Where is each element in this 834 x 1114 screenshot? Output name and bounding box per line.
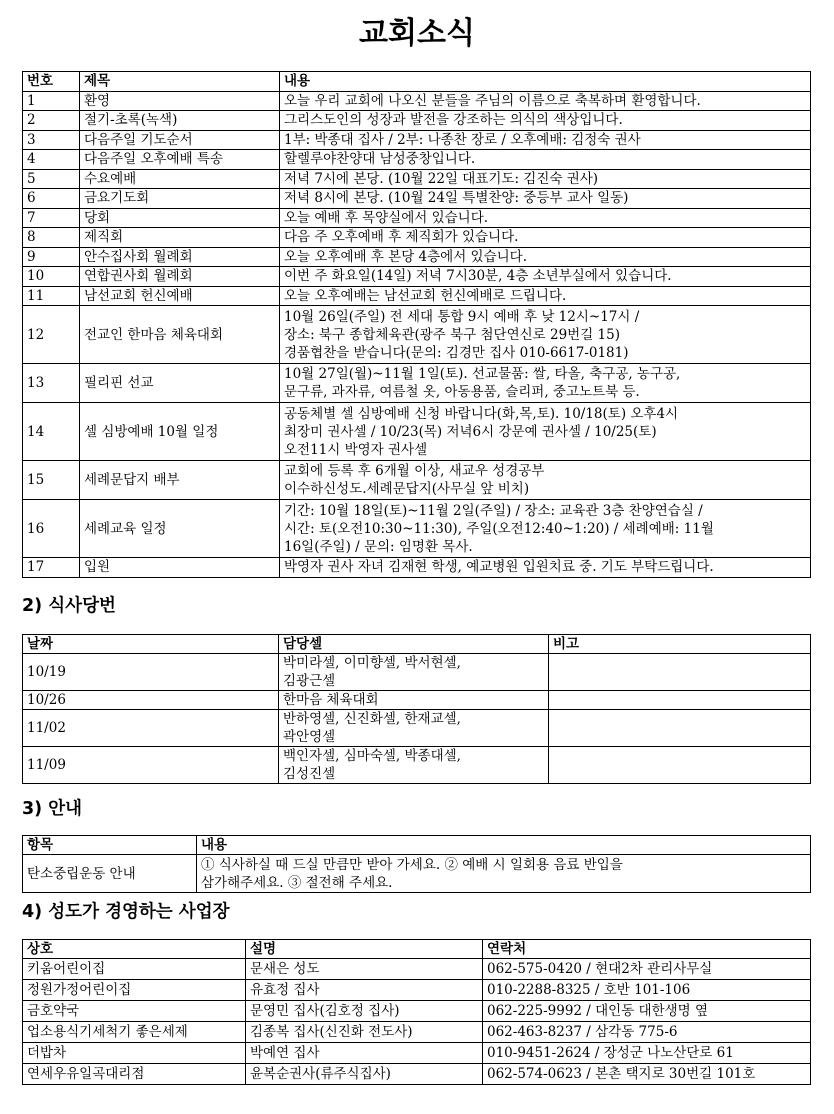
content-line: 교회에 등록 후 6개월 이상, 새교우 성경공부 [284, 463, 545, 479]
cell-line: 김광근셀 [283, 673, 336, 689]
meal-note [549, 654, 811, 691]
row-title: 세례교육 일정 [80, 500, 280, 558]
business-name: 더밥차 [23, 1043, 246, 1064]
table-header-row [23, 72, 811, 92]
column-header: 항목 [23, 836, 197, 855]
business-desc: 김종복 집사(신진화 전도사) [246, 1022, 483, 1043]
cell-line: 백인자셀, 심마숙셀, 박종대셀, [283, 748, 461, 764]
table-row [23, 189, 811, 209]
table-row [23, 1064, 811, 1085]
row-number: 9 [23, 247, 80, 267]
table-row [23, 654, 811, 691]
meal-cells [279, 654, 549, 691]
row-number: 11 [23, 286, 80, 306]
cell-line: 곽안영셀 [283, 729, 336, 745]
row-number: 1 [23, 91, 80, 111]
business-desc: 문새은 성도 [246, 959, 483, 980]
meal-cells [279, 747, 549, 784]
row-number: 5 [23, 169, 80, 189]
table-row [23, 364, 811, 403]
row-content [280, 461, 811, 500]
row-number: 15 [23, 461, 80, 500]
row-title: 다음주일 기도순서 [80, 130, 280, 150]
row-number: 4 [23, 150, 80, 170]
meal-cells [279, 710, 549, 747]
column-header: 담당셀 [279, 635, 549, 654]
column-header: 내용 [280, 72, 811, 92]
section-title-business: 4) 성도가 경영하는 사업장 [22, 902, 230, 922]
column-header: 상호 [23, 940, 246, 959]
row-number: 8 [23, 228, 80, 248]
business-contact: 062-463-8237 / 삼각동 775-6 [483, 1022, 811, 1043]
row-title: 입원 [80, 558, 280, 578]
table-row [23, 403, 811, 461]
row-content: 박영자 권사 자녀 김재현 학생, 예교병원 입원치료 중. 기도 부탁드립니다. [280, 558, 811, 578]
cell-line: 박미라셀, 이미향셀, 박서현셀, [283, 655, 461, 671]
business-desc: 윤복순권사(류주식집사) [246, 1064, 483, 1085]
business-table [22, 939, 811, 1085]
guide-item: 탄소중립운동 안내 [23, 855, 197, 893]
cell-line: 김성진셀 [283, 766, 336, 782]
row-title: 전교인 한마음 체육대회 [80, 306, 280, 364]
table-row [23, 558, 811, 578]
meal-note [549, 710, 811, 747]
table-row [23, 306, 811, 364]
cell-line: 반하영셀, 신진화셀, 한재교셀, [283, 711, 461, 727]
section-title-guide: 3) 안내 [22, 799, 83, 819]
guide-table [22, 835, 811, 893]
table-row [23, 1022, 811, 1043]
content-line: 공동체별 셀 심방예배 신청 바랍니다(화,목,토). 10/18(토) 오후4시 [284, 405, 679, 422]
row-content: 1부: 박종대 집사 / 2부: 나종찬 장로 / 오후예배: 김정숙 권사 [280, 130, 811, 150]
page-title: 교회소식 [359, 16, 475, 51]
row-title: 환영 [80, 91, 280, 111]
table-row [23, 500, 811, 558]
business-contact: 010-2288-8325 / 호반 101-106 [483, 980, 811, 1001]
row-content: 오늘 오후예배는 남선교회 헌신예배로 드립니다. [280, 286, 811, 306]
meal-duty-table [22, 634, 811, 784]
table-row [23, 91, 811, 111]
business-contact: 010-9451-2624 / 장성군 나노산단로 61 [483, 1043, 811, 1064]
row-content [280, 364, 811, 403]
row-content: 저녁 7시에 본당. (10월 22일 대표기도: 김진숙 권사) [280, 169, 811, 189]
meal-date: 10/26 [23, 691, 279, 710]
table-row [23, 130, 811, 150]
business-contact: 062-225-9992 / 대인동 대한생명 옆 [483, 1001, 811, 1022]
row-number: 2 [23, 111, 80, 131]
guide-line: 삼가해주세요. ③ 절전해 주세요. [201, 874, 393, 891]
table-row [23, 1043, 811, 1064]
table-row [23, 169, 811, 189]
meal-date: 11/02 [23, 710, 279, 747]
table-row [23, 228, 811, 248]
business-name: 업소용식기세척기 좋은세제 [23, 1022, 246, 1043]
business-desc: 박예연 집사 [246, 1043, 483, 1064]
row-title: 셀 심방예배 10월 일정 [80, 403, 280, 461]
row-number: 3 [23, 130, 80, 150]
row-title: 절기-초록(녹색) [80, 111, 280, 131]
table-row [23, 1001, 811, 1022]
table-row [23, 247, 811, 267]
row-number: 16 [23, 500, 80, 558]
row-content [280, 306, 811, 364]
row-title: 제직회 [80, 228, 280, 248]
news-table [22, 71, 811, 578]
row-content: 할렐루야찬양대 남성중창입니다. [280, 150, 811, 170]
row-content: 오늘 예배 후 목양실에서 있습니다. [280, 208, 811, 228]
content-line: 장소: 북구 종합체육관(광주 북구 첨단연신로 29번길 15) [284, 326, 621, 343]
guide-line: ① 식사하실 때 드실 만큼만 받아 가세요. ② 예배 시 일회용 음료 반입을 [201, 856, 623, 873]
column-header: 비고 [549, 635, 811, 654]
content-line: 문구류, 과자류, 여름철 옷, 아동용품, 슬리퍼, 중고노트북 등. [284, 384, 640, 400]
row-content: 오늘 오후예배 후 본당 4층에서 있습니다. [280, 247, 811, 267]
section-title-meal: 2) 식사당번 [22, 596, 116, 616]
row-content [280, 403, 811, 461]
row-title: 세례문답지 배부 [80, 461, 280, 500]
row-title: 연합권사회 월례회 [80, 267, 280, 287]
table-header-row [23, 635, 811, 654]
column-header: 날짜 [23, 635, 279, 654]
row-title: 금요기도회 [80, 189, 280, 209]
business-name: 금호약국 [23, 1001, 246, 1022]
row-content: 그리스도인의 성장과 발전을 강조하는 의식의 색상입니다. [280, 111, 811, 131]
row-title: 남선교회 헌신예배 [80, 286, 280, 306]
column-header: 번호 [23, 72, 80, 92]
table-row [23, 286, 811, 306]
meal-date: 10/19 [23, 654, 279, 691]
row-number: 13 [23, 364, 80, 403]
row-content: 오늘 우리 교회에 나오신 분들을 주님의 이름으로 축복하며 환영합니다. [280, 91, 811, 111]
cell-line: 한마음 체육대회 [283, 692, 379, 708]
table-header-row [23, 836, 811, 855]
row-content: 저녁 8시에 본당. (10월 24일 특별찬양: 중등부 교사 일동) [280, 189, 811, 209]
content-line: 경품협찬을 받습니다(문의: 김경만 집사 010-6617-0181) [284, 344, 629, 361]
row-title: 다음주일 오후예배 특송 [80, 150, 280, 170]
row-number: 14 [23, 403, 80, 461]
content-line: 이수하신성도.세례문답지(사무실 앞 비치) [284, 481, 530, 497]
row-number: 12 [23, 306, 80, 364]
row-number: 17 [23, 558, 80, 578]
column-header: 제목 [80, 72, 280, 92]
business-desc: 문영민 집사(김호정 집사) [246, 1001, 483, 1022]
table-row [23, 691, 811, 710]
row-title: 필리핀 선교 [80, 364, 280, 403]
row-number: 7 [23, 208, 80, 228]
table-row [23, 461, 811, 500]
table-row [23, 208, 811, 228]
business-name: 정원가정어린이집 [23, 980, 246, 1001]
meal-note [549, 747, 811, 784]
meal-cells [279, 691, 549, 710]
content-line: 오전11시 박영자 권사셀 [284, 441, 428, 458]
table-row [23, 959, 811, 980]
row-content: 이번 주 화요일(14일) 저녁 7시30분, 4층 소년부실에서 있습니다. [280, 267, 811, 287]
column-header: 설명 [246, 940, 483, 959]
content-line: 최장미 권사셀 / 10/23(목) 저녁6시 강문예 권사셀 / 10/25(토) [284, 423, 657, 440]
business-name: 키움어린이집 [23, 959, 246, 980]
business-desc: 유효정 집사 [246, 980, 483, 1001]
content-line: 기간: 10월 18일(토)~11월 2일(주일) / 장소: 교육관 3층 찬양연습실 / [284, 502, 703, 519]
column-header: 연락처 [483, 940, 811, 959]
column-header: 내용 [197, 836, 811, 855]
meal-note [549, 691, 811, 710]
table-row [23, 747, 811, 784]
business-name: 연세우유일곡대리점 [23, 1064, 246, 1085]
table-row [23, 150, 811, 170]
table-header-row [23, 940, 811, 959]
row-title: 안수집사회 월례회 [80, 247, 280, 267]
table-row [23, 710, 811, 747]
content-line: 시간: 토(오전10:30~11:30), 주일(오전12:40~1:20) / 세례예배: 11월 [284, 520, 714, 537]
row-number: 6 [23, 189, 80, 209]
row-number: 10 [23, 267, 80, 287]
row-content [280, 500, 811, 558]
content-line: 16일(주일) / 문의: 임명환 목사. [284, 538, 473, 555]
content-line: 10월 26일(주일) 전 세대 통합 9시 예배 후 낮 12시~17시 / [284, 308, 640, 325]
row-content: 다음 주 오후예배 후 제직회가 있습니다. [280, 228, 811, 248]
content-line: 10월 27일(월)~11월 1일(토). 선교물품: 쌀, 타올, 축구공, 농구공, [284, 366, 681, 382]
guide-content [197, 855, 811, 893]
table-row [23, 855, 811, 893]
business-contact: 062-575-0420 / 현대2차 관리사무실 [483, 959, 811, 980]
meal-date: 11/09 [23, 747, 279, 784]
table-row [23, 111, 811, 131]
row-title: 수요예배 [80, 169, 280, 189]
table-row [23, 980, 811, 1001]
business-contact: 062-574-0623 / 본촌 택지로 30번길 101호 [483, 1064, 811, 1085]
row-title: 당회 [80, 208, 280, 228]
table-row [23, 267, 811, 287]
